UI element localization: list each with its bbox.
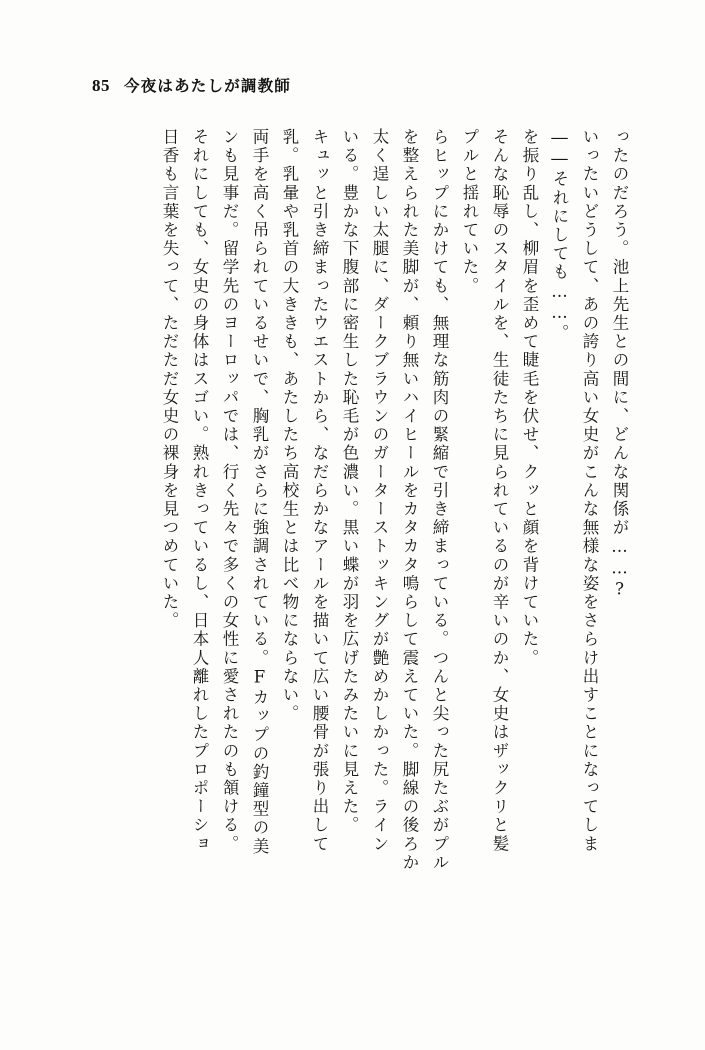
page-header [92, 74, 291, 96]
text-column: 乳。乳暈や乳首の大ききも、あたしたち高校生とは比べ物にならない。 [280, 128, 299, 724]
text-column: 日香も言葉を失って、ただただ女史の裸身を見つめていた。 [160, 128, 179, 631]
text-column: らヒップにかけても、無理な筋肉の緊縮で引き締まっている。つんと尖った尻たぶがプル [430, 128, 449, 872]
text-column: そんな恥辱のスタイルを、生徒たちに見られているのが辛いのか、女史はザックリと髪 [490, 128, 509, 854]
page-number: 85 [92, 76, 110, 95]
text-column: を振り乱し、柳眉を歪めて睫毛を伏せ、クッと顔を背けていた。 [520, 128, 539, 668]
text-column: プルと揺れていた。 [460, 128, 479, 296]
text-column: いったいどうして、あの誇り高い女史がこんな無様な姿をさらけ出すことになってしま [580, 128, 599, 854]
body-text [147, 128, 627, 1028]
text-column: を整えられた美脚が、頼り無いハイヒールをカタカタ鳴らして震えていた。脚線の後ろか [400, 128, 419, 872]
text-column: それにしても、女史の身体はスゴい。熟れきっているし、日本人離れしたプロポーショ [190, 128, 209, 854]
text-column: ――それにしても……。 [550, 128, 569, 343]
text-column: キュッと引き締まったウエストから、なだらかなアールを描いて広い腰骨が張り出して [310, 128, 329, 854]
running-header-title: 今夜はあたしが調教師 [124, 76, 292, 95]
text-column: 両手を高く吊られているせいで、胸乳がさらに強調されている。Fカップの釣鐘型の美 [250, 128, 269, 856]
text-column: ンも見事だ。留学先のヨーロッパでは、行く先々で多くの女性に愛されたのも頷ける。 [220, 128, 239, 854]
text-column: いる。豊かな下腹部に密生した恥毛が色濃い。黒い蝶が羽を広げたみたいに見えた。 [340, 128, 359, 835]
text-column: ったのだろう。池上先生との間に、どんな関係が……? [610, 128, 629, 601]
text-column: 太く逞しい太腿に、ダークブラウンのガーターストッキングが艶めかしかった。ライン [370, 128, 389, 854]
